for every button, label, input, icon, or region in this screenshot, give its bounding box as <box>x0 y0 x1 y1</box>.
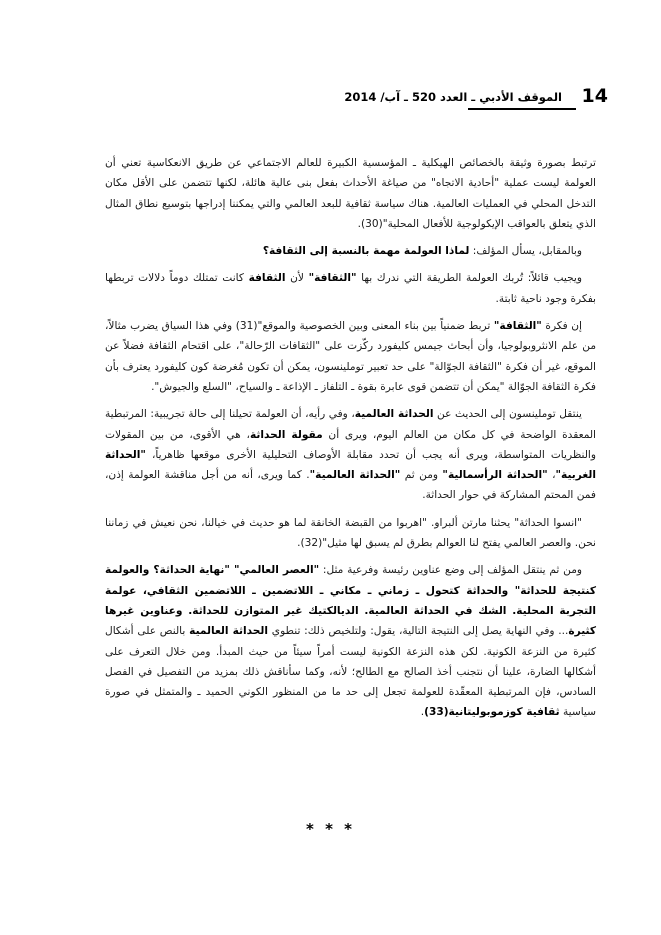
paragraph-6-quote: "انسوا الحداثة" يحثنا مارتن ألبراو. "اهربوا من القبضة الخانقة لما هو حديث في خيالنا، نحن نعيش في زماننا نحن. والعصر العالمي يفتح لنا العوالم بطرق لم يسبق لها مثيل"(32). <box>105 516 596 550</box>
paragraph-2: وبالمقابل، يسأل المؤلف: لماذا العولمة مهمة بالنسبة إلى الثقافة؟ <box>262 245 582 258</box>
paragraph-4: إن فكرة "الثقافة" تربط ضمنياً بين بناء المعنى وبين الخصوصية والموقع"(31) وفي هذا السياق يضرب مثالاً، من علم الانثروبولوجيا، وأن أبحاث جيمس كليفورد ركّزت على "الثقافات الرّحالة"، على اقتحام الثقافة فضلاً عن الموقع، غير أن فكرة "الثقافة الجوّالة" على حد تعبير توملينسون، يمكن أن تكون مُغرضة كون كليفورد يعترف بأن فكرة الثقافة الجوّالة "يمكن أن تتضمن قوى عابرة بقوة ـ التلفاز ـ الإذاعة ـ والسياح، "السلع والجيوش". <box>105 320 596 393</box>
section-separator: * * * <box>306 820 355 838</box>
header-rule <box>468 108 576 110</box>
paragraph-7: ومن ثم ينتقل المؤلف إلى وضع عناوين رئيسة وفرعية مثل: "العصر العالمي" "نهاية الحداثة؟ والعولمة كنتيجة للحداثة" والحداثة كتحول ـ زماني ـ مكاني ـ اللاتضمين ـ اللاتضمين الثقافي، عولمة التجربة المحلية. الشك في الحداثة العالمية. الديالكتيك غير المتوازن للحداثة. وعناوين غيرها كثيرة... وفي النهاية يصل إلى النتيجة التالية، يقول: ولتلخيص ذلك: تنطوي الحداثة العالمية بالنص على أشكال كثيرة من النزعة الكونية. لكن هذه النزعة الكونية ليست أمراً سيئاً من حيث المبدأ. ومن خلال التعرف على أشكالها الضارة، علينا أن نتجنب أخذ الصالح مع الطالح؛ لأنه، وكما سأناقش ذلك بمزيد من التفصيل في الفصل السادس، فإن المرتبطية المعقّدة للعولمة تجعل إلى حد ما من المنظور الكوني الحميد ـ والمتمثل في صورة سياسية ثقافية كوزموبوليتانية(33). <box>105 564 597 719</box>
question-heading: لماذا العولمة مهمة بالنسبة إلى الثقافة؟ <box>262 245 470 258</box>
paragraph-5: ينتقل توملينسون إلى الحديث عن الحداثة العالمية، وفي رأيه، أن العولمة تحيلنا إلى حالة تجريبية: المرتبطية المعقدة الواضحة في كل مكان من العالم اليوم، ويرى أن مقولة الحداثة، هي الأقوى، من بين المقولات والنظريات المتواسطة، ويرى أنه يجب أن تحدد مقابلة الأوصاف التحليلية الأخرى موقعها ظاهرياً، "الحداثة الغربية"، "الحداثة الرأسمالية" ومن ثم "الحداثة العالمية". كما ويرى، أنه من أجل مناقشة العولمة إذن، فمن المحتم المشاركة في حوار الحداثة. <box>105 408 596 502</box>
paragraph-3: ويجيب قائلاً: تُربك العولمة الطريقة التي ندرك بها "الثقافة" لأن الثقافة كانت تمتلك دوماً دلالات تربطها بفكرة وجود ناحية ثابتة. <box>105 272 596 305</box>
paragraph-1: ترتبط بصورة وثيقة بالخصائص الهيكلية ـ المؤسسية الكبيرة للعالم الاجتماعي عن طريق الانعكاسية تعني أن العولمة ليست عملية "أحادية الاتجاه" من صياغة الأحداث بفعل بنى عالية هائلة، لكنها تتضمن على الأقل مكان التدخل المحلي في العمليات العالمية. هناك سياسة ثقافية للبعد العالمي والتي يمكننا إدراجها بتوسيع نطاق المثال الذي يتعلق بالعواقب الإيكولوجية للأفعال المحلية"(30). <box>105 157 596 230</box>
page-number: 14 <box>581 85 608 107</box>
running-title: الموقف الأدبي ـ العدد 520 ـ آب/ 2014 <box>344 90 562 104</box>
section-titles: "العصر العالمي" "نهاية الحداثة؟ والعولمة كنتيجة للحداثة" والحداثة كتحول ـ زماني ـ مكاني ـ اللاتضمين ـ اللاتضمين الثقافي، عولمة التجربة المحلية. الشك في الحداثة العالمية. الديالكتيك غير المتوازن للحداثة. وعناوين غيرها كثيرة <box>105 564 597 638</box>
article-body <box>105 153 596 730</box>
page-header <box>98 84 608 112</box>
